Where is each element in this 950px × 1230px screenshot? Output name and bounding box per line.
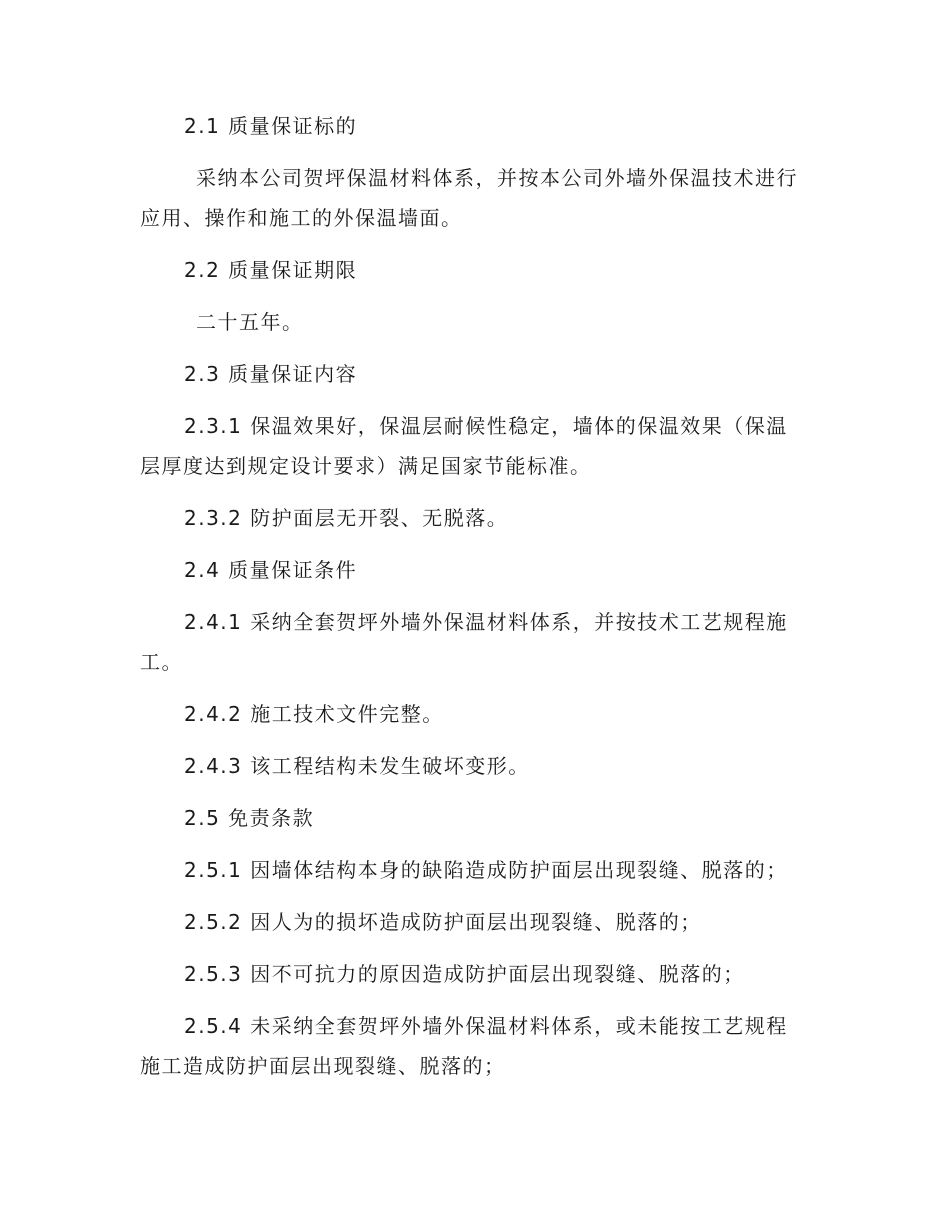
- section-2-1-body-line-1: 采纳本公司贺坪保温材料体系，并按本公司外墙外保温技术进行: [196, 166, 798, 190]
- section-2-4-3: 2.4.3 该工程结构未发生破坏变形。: [184, 754, 530, 778]
- section-2-1-body-line-2: 应用、操作和施工的外保温墙面。: [140, 206, 463, 230]
- section-2-4-1-line-2: 工。: [140, 650, 183, 674]
- section-2-5-2: 2.5.2 因人为的损坏造成防护面层出现裂缝、脱落的；: [184, 910, 702, 934]
- section-2-2-body: 二十五年。: [196, 310, 304, 334]
- section-2-3-1-line-1: 2.3.1 保温效果好，保温层耐候性稳定，墙体的保温效果（保温: [184, 414, 788, 438]
- section-2-2-heading: 2.2 质量保证期限: [184, 258, 358, 282]
- section-2-3-heading: 2.3 质量保证内容: [184, 362, 358, 386]
- section-2-5-4-line-1: 2.5.4 未采纳全套贺坪外墙外保温材料体系，或未能按工艺规程: [184, 1014, 788, 1038]
- section-2-3-1-line-2: 层厚度达到规定设计要求）满足国家节能标准。: [140, 454, 592, 478]
- section-2-5-heading: 2.5 免责条款: [184, 806, 315, 830]
- section-2-4-1-line-1: 2.4.1 采纳全套贺坪外墙外保温材料体系，并按技术工艺规程施: [184, 610, 788, 634]
- section-2-4-heading: 2.4 质量保证条件: [184, 558, 358, 582]
- section-2-4-2: 2.4.2 施工技术文件完整。: [184, 702, 444, 726]
- section-2-5-1: 2.5.1 因墙体结构本身的缺陷造成防护面层出现裂缝、脱落的；: [184, 858, 788, 882]
- section-2-1-heading: 2.1 质量保证标的: [184, 114, 358, 138]
- section-2-5-3: 2.5.3 因不可抗力的原因造成防护面层出现裂缝、脱落的；: [184, 962, 745, 986]
- section-2-3-2: 2.3.2 防护面层无开裂、无脱落。: [184, 506, 509, 530]
- section-2-5-4-line-2: 施工造成防护面层出现裂缝、脱落的；: [140, 1054, 506, 1078]
